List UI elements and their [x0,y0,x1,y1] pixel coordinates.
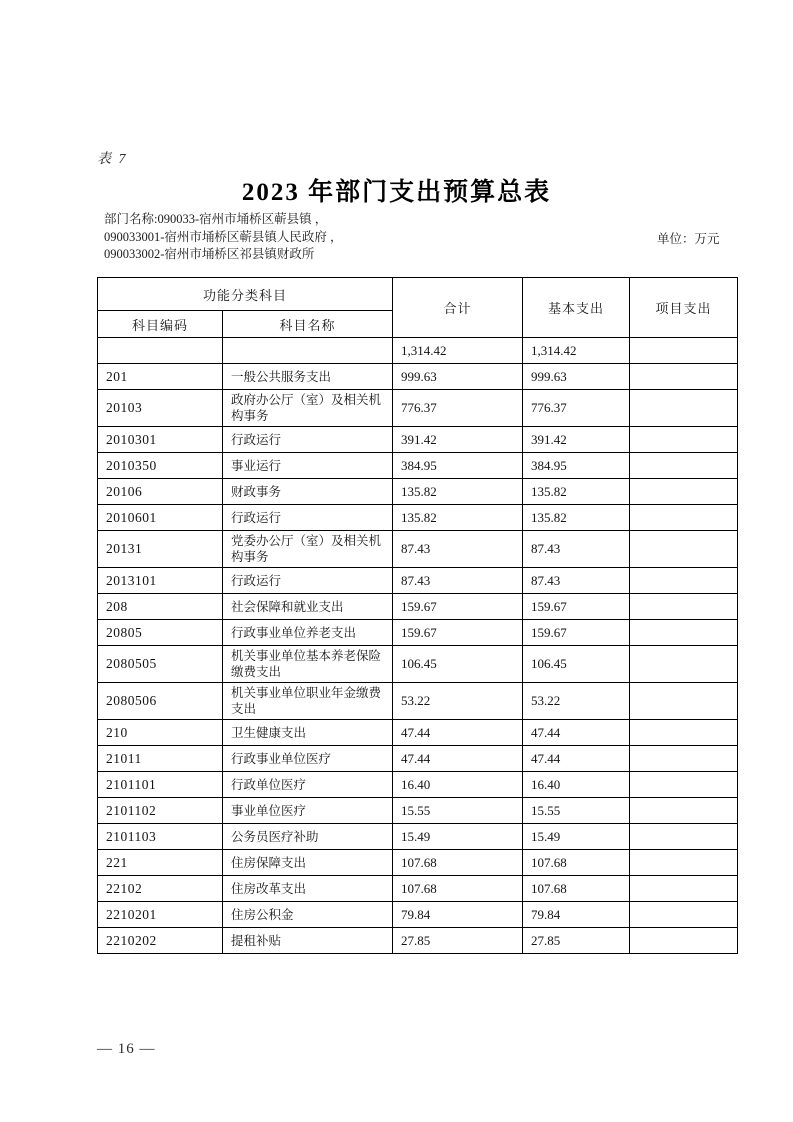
basic-expenditure-cell: 159.67 [523,594,630,620]
project-expenditure-cell [630,902,738,928]
project-expenditure-cell [630,824,738,850]
basic-expenditure-cell: 159.67 [523,620,630,646]
header-basic-expenditure: 基本支出 [523,278,630,338]
basic-expenditure-cell: 47.44 [523,720,630,746]
table-row [98,746,738,772]
budget-table-body [98,338,738,954]
table-row [98,772,738,798]
total-cell: 106.45 [393,646,523,683]
subject-code-cell: 2080505 [98,646,223,683]
table-tag: 表 7 [97,152,128,167]
subject-code-cell: 20131 [98,531,223,568]
basic-expenditure-cell: 135.82 [523,479,630,505]
unit-label: 单位：万元 [657,232,720,246]
total-cell: 53.22 [393,683,523,720]
subject-code-cell: 2010350 [98,453,223,479]
basic-expenditure-cell: 16.40 [523,772,630,798]
basic-expenditure-cell: 87.43 [523,568,630,594]
basic-expenditure-cell: 384.95 [523,453,630,479]
table-row [98,876,738,902]
project-expenditure-cell [630,928,738,954]
table-row [98,620,738,646]
total-cell: 135.82 [393,479,523,505]
total-cell: 15.55 [393,798,523,824]
project-expenditure-cell [630,720,738,746]
subject-code-cell: 20805 [98,620,223,646]
project-expenditure-cell [630,364,738,390]
subject-code-cell: 21011 [98,746,223,772]
table-row [98,505,738,531]
basic-expenditure-cell: 107.68 [523,876,630,902]
subject-name-cell: 机关事业单位基本养老保险缴费支出 [223,646,393,683]
table-row [98,850,738,876]
department-name-block [104,211,574,264]
project-expenditure-cell [630,453,738,479]
subject-name-cell: 行政运行 [223,568,393,594]
table-row [98,338,738,364]
project-expenditure-cell [630,876,738,902]
project-expenditure-cell [630,646,738,683]
basic-expenditure-cell: 107.68 [523,850,630,876]
total-cell: 391.42 [393,427,523,453]
basic-expenditure-cell: 135.82 [523,505,630,531]
header-total: 合计 [393,278,523,338]
project-expenditure-cell [630,746,738,772]
project-expenditure-cell [630,568,738,594]
basic-expenditure-cell: 106.45 [523,646,630,683]
total-cell: 79.84 [393,902,523,928]
subject-code-cell: 2101101 [98,772,223,798]
table-row [98,683,738,720]
project-expenditure-cell [630,479,738,505]
subject-code-cell [98,338,223,364]
page-title: 2023 年部门支出预算总表 [241,179,552,206]
subject-name-cell: 行政事业单位养老支出 [223,620,393,646]
subject-name-cell: 公务员医疗补助 [223,824,393,850]
subject-name-cell: 住房公积金 [223,902,393,928]
total-cell: 47.44 [393,746,523,772]
basic-expenditure-cell: 776.37 [523,390,630,427]
total-cell: 15.49 [393,824,523,850]
basic-expenditure-cell: 999.63 [523,364,630,390]
table-row [98,798,738,824]
subject-name-cell [223,338,393,364]
subject-code-cell: 20106 [98,479,223,505]
basic-expenditure-cell: 53.22 [523,683,630,720]
total-cell: 16.40 [393,772,523,798]
project-expenditure-cell [630,772,738,798]
header-functional-classification: 功能分类科目 [98,278,393,311]
subject-name-cell: 行政运行 [223,427,393,453]
subject-code-cell: 2210202 [98,928,223,954]
subject-code-cell: 210 [98,720,223,746]
subject-code-cell: 201 [98,364,223,390]
department-line-1: 部门名称:090033-宿州市埇桥区蕲县镇 ， [104,212,328,226]
subject-code-cell: 20103 [98,390,223,427]
table-row [98,568,738,594]
total-cell: 384.95 [393,453,523,479]
department-line-3: 090033002-宿州市埇桥区祁县镇财政所 [104,247,315,261]
basic-expenditure-cell: 87.43 [523,531,630,568]
subject-name-cell: 事业运行 [223,453,393,479]
project-expenditure-cell [630,338,738,364]
table-row [98,531,738,568]
project-expenditure-cell [630,683,738,720]
subject-code-cell: 208 [98,594,223,620]
project-expenditure-cell [630,850,738,876]
table-row [98,479,738,505]
basic-expenditure-cell: 79.84 [523,902,630,928]
total-cell: 47.44 [393,720,523,746]
project-expenditure-cell [630,505,738,531]
total-cell: 159.67 [393,620,523,646]
subject-name-cell: 行政运行 [223,505,393,531]
header-subject-name: 科目名称 [223,311,393,338]
total-cell: 159.67 [393,594,523,620]
project-expenditure-cell [630,390,738,427]
subject-name-cell: 行政事业单位医疗 [223,746,393,772]
budget-table-header [98,278,738,338]
total-cell: 27.85 [393,928,523,954]
table-row [98,824,738,850]
total-cell: 135.82 [393,505,523,531]
subject-code-cell: 2010601 [98,505,223,531]
subject-name-cell: 一般公共服务支出 [223,364,393,390]
subject-code-cell: 2013101 [98,568,223,594]
subject-name-cell: 住房保障支出 [223,850,393,876]
total-cell: 107.68 [393,876,523,902]
table-row [98,902,738,928]
subject-name-cell: 机关事业单位职业年金缴费支出 [223,683,393,720]
subject-code-cell: 22102 [98,876,223,902]
project-expenditure-cell [630,594,738,620]
subject-name-cell: 党委办公厅（室）及相关机构事务 [223,531,393,568]
table-row [98,364,738,390]
subject-name-cell: 提租补贴 [223,928,393,954]
table-row [98,646,738,683]
project-expenditure-cell [630,798,738,824]
subject-code-cell: 2080506 [98,683,223,720]
basic-expenditure-cell: 27.85 [523,928,630,954]
table-row [98,720,738,746]
subject-code-cell: 2101102 [98,798,223,824]
subject-code-cell: 2101103 [98,824,223,850]
header-subject-code: 科目编码 [98,311,223,338]
table-row [98,427,738,453]
basic-expenditure-cell: 15.49 [523,824,630,850]
subject-name-cell: 卫生健康支出 [223,720,393,746]
page-number: — 16 — [97,1041,156,1057]
basic-expenditure-cell: 15.55 [523,798,630,824]
total-cell: 87.43 [393,568,523,594]
budget-table [97,277,738,954]
header-row-group [98,278,738,311]
subject-name-cell: 政府办公厅（室）及相关机构事务 [223,390,393,427]
total-cell: 87.43 [393,531,523,568]
table-row [98,453,738,479]
table-row [98,928,738,954]
subject-name-cell: 事业单位医疗 [223,798,393,824]
department-line-2: 090033001-宿州市埇桥区蕲县镇人民政府 ， [104,229,343,244]
project-expenditure-cell [630,531,738,568]
subject-name-cell: 行政单位医疗 [223,772,393,798]
subject-code-cell: 221 [98,850,223,876]
subject-name-cell: 财政事务 [223,479,393,505]
basic-expenditure-cell: 47.44 [523,746,630,772]
basic-expenditure-cell: 1,314.42 [523,338,630,364]
total-cell: 1,314.42 [393,338,523,364]
total-cell: 107.68 [393,850,523,876]
table-row [98,594,738,620]
project-expenditure-cell [630,620,738,646]
header-project-expenditure: 项目支出 [630,278,738,338]
table-row [98,390,738,427]
subject-name-cell: 住房改革支出 [223,876,393,902]
basic-expenditure-cell: 391.42 [523,427,630,453]
project-expenditure-cell [630,427,738,453]
subject-code-cell: 2010301 [98,427,223,453]
subject-name-cell: 社会保障和就业支出 [223,594,393,620]
total-cell: 999.63 [393,364,523,390]
subject-code-cell: 2210201 [98,902,223,928]
total-cell: 776.37 [393,390,523,427]
